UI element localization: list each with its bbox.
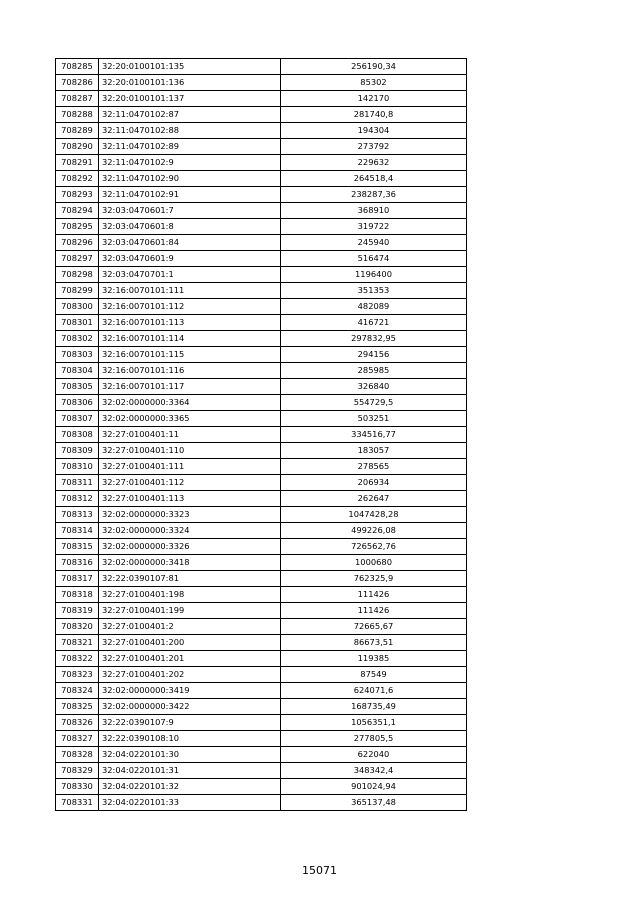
row-number-cell: 708323 — [56, 667, 99, 683]
cadastral-number-cell: 32:04:0220101:30 — [99, 747, 281, 763]
cadastral-number-cell: 32:27:0100401:113 — [99, 491, 281, 507]
value-cell: 901024,94 — [281, 779, 467, 795]
row-number-cell: 708329 — [56, 763, 99, 779]
row-number-cell: 708318 — [56, 587, 99, 603]
row-number-cell: 708288 — [56, 107, 99, 123]
cadastral-number-cell: 32:20:0100101:136 — [99, 75, 281, 91]
table-row — [56, 699, 467, 715]
row-number-cell: 708319 — [56, 603, 99, 619]
row-number-cell: 708303 — [56, 347, 99, 363]
table-row — [56, 443, 467, 459]
row-number-cell: 708305 — [56, 379, 99, 395]
row-number-cell: 708306 — [56, 395, 99, 411]
row-number-cell: 708307 — [56, 411, 99, 427]
row-number-cell: 708285 — [56, 59, 99, 75]
row-number-cell: 708296 — [56, 235, 99, 251]
cadastral-number-cell: 32:22:0390107:81 — [99, 571, 281, 587]
table-row — [56, 635, 467, 651]
value-cell: 554729,5 — [281, 395, 467, 411]
row-number-cell: 708325 — [56, 699, 99, 715]
table-row — [56, 651, 467, 667]
cadastral-number-cell: 32:02:0000000:3323 — [99, 507, 281, 523]
row-number-cell: 708317 — [56, 571, 99, 587]
page-number: 15071 — [302, 864, 337, 877]
cadastral-number-cell: 32:27:0100401:199 — [99, 603, 281, 619]
value-cell: 365137,48 — [281, 795, 467, 811]
value-cell: 368910 — [281, 203, 467, 219]
table-row — [56, 683, 467, 699]
value-cell: 351353 — [281, 283, 467, 299]
value-cell: 194304 — [281, 123, 467, 139]
cadastral-number-cell: 32:03:0470601:7 — [99, 203, 281, 219]
table-row — [56, 731, 467, 747]
row-number-cell: 708310 — [56, 459, 99, 475]
table-row — [56, 139, 467, 155]
table-row — [56, 171, 467, 187]
row-number-cell: 708286 — [56, 75, 99, 91]
value-cell: 87549 — [281, 667, 467, 683]
table-row — [56, 347, 467, 363]
value-cell: 326840 — [281, 379, 467, 395]
value-cell: 142170 — [281, 91, 467, 107]
row-number-cell: 708302 — [56, 331, 99, 347]
table-row — [56, 267, 467, 283]
cadastral-number-cell: 32:11:0470102:9 — [99, 155, 281, 171]
cadastral-number-cell: 32:02:0000000:3324 — [99, 523, 281, 539]
row-number-cell: 708291 — [56, 155, 99, 171]
table-row — [56, 299, 467, 315]
row-number-cell: 708300 — [56, 299, 99, 315]
row-number-cell: 708331 — [56, 795, 99, 811]
cadastral-number-cell: 32:20:0100101:135 — [99, 59, 281, 75]
value-cell: 168735,49 — [281, 699, 467, 715]
row-number-cell: 708309 — [56, 443, 99, 459]
row-number-cell: 708320 — [56, 619, 99, 635]
table-row — [56, 251, 467, 267]
table-row — [56, 747, 467, 763]
cadastral-number-cell: 32:03:0470601:8 — [99, 219, 281, 235]
cadastral-number-cell: 32:27:0100401:198 — [99, 587, 281, 603]
value-cell: 762325,9 — [281, 571, 467, 587]
cadastral-number-cell: 32:16:0070101:115 — [99, 347, 281, 363]
value-cell: 297832,95 — [281, 331, 467, 347]
row-number-cell: 708304 — [56, 363, 99, 379]
row-number-cell: 708293 — [56, 187, 99, 203]
table-row — [56, 331, 467, 347]
row-number-cell: 708313 — [56, 507, 99, 523]
value-cell: 238287,36 — [281, 187, 467, 203]
value-cell: 416721 — [281, 315, 467, 331]
table-row — [56, 491, 467, 507]
cadastral-number-cell: 32:03:0470601:84 — [99, 235, 281, 251]
row-number-cell: 708328 — [56, 747, 99, 763]
table-row — [56, 187, 467, 203]
row-number-cell: 708326 — [56, 715, 99, 731]
value-cell: 294156 — [281, 347, 467, 363]
table-row — [56, 107, 467, 123]
cadastral-number-cell: 32:16:0070101:111 — [99, 283, 281, 299]
value-cell: 229632 — [281, 155, 467, 171]
value-cell: 1000680 — [281, 555, 467, 571]
value-cell: 482089 — [281, 299, 467, 315]
value-cell: 516474 — [281, 251, 467, 267]
cadastral-number-cell: 32:27:0100401:200 — [99, 635, 281, 651]
row-number-cell: 708314 — [56, 523, 99, 539]
row-number-cell: 708297 — [56, 251, 99, 267]
table-row — [56, 539, 467, 555]
cadastral-number-cell: 32:11:0470102:89 — [99, 139, 281, 155]
value-cell: 119385 — [281, 651, 467, 667]
cadastral-number-cell: 32:02:0000000:3418 — [99, 555, 281, 571]
row-number-cell: 708292 — [56, 171, 99, 187]
cadastral-number-cell: 32:27:0100401:11 — [99, 427, 281, 443]
row-number-cell: 708289 — [56, 123, 99, 139]
value-cell: 319722 — [281, 219, 467, 235]
table-row — [56, 763, 467, 779]
table-row — [56, 475, 467, 491]
row-number-cell: 708312 — [56, 491, 99, 507]
value-cell: 1196400 — [281, 267, 467, 283]
table-row — [56, 411, 467, 427]
value-cell: 348342,4 — [281, 763, 467, 779]
cadastral-number-cell: 32:02:0000000:3419 — [99, 683, 281, 699]
cadastral-number-cell: 32:04:0220101:32 — [99, 779, 281, 795]
table-row — [56, 395, 467, 411]
row-number-cell: 708308 — [56, 427, 99, 443]
cadastral-number-cell: 32:03:0470601:9 — [99, 251, 281, 267]
value-cell: 503251 — [281, 411, 467, 427]
cadastral-number-cell: 32:20:0100101:137 — [99, 91, 281, 107]
row-number-cell: 708321 — [56, 635, 99, 651]
table-row — [56, 219, 467, 235]
cadastral-number-cell: 32:16:0070101:117 — [99, 379, 281, 395]
table-row — [56, 507, 467, 523]
table-row — [56, 459, 467, 475]
value-cell: 245940 — [281, 235, 467, 251]
table-row — [56, 379, 467, 395]
value-cell: 111426 — [281, 587, 467, 603]
cadastral-number-cell: 32:16:0070101:114 — [99, 331, 281, 347]
table-row — [56, 779, 467, 795]
cadastral-number-cell: 32:11:0470102:87 — [99, 107, 281, 123]
value-cell: 262647 — [281, 491, 467, 507]
table-row — [56, 235, 467, 251]
table-row — [56, 315, 467, 331]
table-row — [56, 123, 467, 139]
value-cell: 278565 — [281, 459, 467, 475]
table-row — [56, 555, 467, 571]
table-row — [56, 155, 467, 171]
table-row — [56, 603, 467, 619]
cadastral-number-cell: 32:02:0000000:3422 — [99, 699, 281, 715]
value-cell: 624071,6 — [281, 683, 467, 699]
cadastral-number-cell: 32:11:0470102:88 — [99, 123, 281, 139]
cadastral-number-cell: 32:27:0100401:110 — [99, 443, 281, 459]
cadastral-number-cell: 32:22:0390108:10 — [99, 731, 281, 747]
table-row — [56, 203, 467, 219]
cadastral-number-cell: 32:27:0100401:111 — [99, 459, 281, 475]
table-row — [56, 363, 467, 379]
value-cell: 72665,67 — [281, 619, 467, 635]
value-cell: 1047428,28 — [281, 507, 467, 523]
value-cell: 264518,4 — [281, 171, 467, 187]
cadastral-number-cell: 32:27:0100401:202 — [99, 667, 281, 683]
row-number-cell: 708322 — [56, 651, 99, 667]
value-cell: 277805,5 — [281, 731, 467, 747]
value-cell: 499226,08 — [281, 523, 467, 539]
row-number-cell: 708301 — [56, 315, 99, 331]
row-number-cell: 708327 — [56, 731, 99, 747]
table-row — [56, 715, 467, 731]
cadastral-number-cell: 32:11:0470102:90 — [99, 171, 281, 187]
cadastral-number-cell: 32:27:0100401:201 — [99, 651, 281, 667]
table-row — [56, 571, 467, 587]
row-number-cell: 708294 — [56, 203, 99, 219]
value-cell: 183057 — [281, 443, 467, 459]
value-cell: 334516,77 — [281, 427, 467, 443]
row-number-cell: 708315 — [56, 539, 99, 555]
value-cell: 726562,76 — [281, 539, 467, 555]
cadastral-number-cell: 32:27:0100401:112 — [99, 475, 281, 491]
row-number-cell: 708290 — [56, 139, 99, 155]
value-cell: 622040 — [281, 747, 467, 763]
table-body — [56, 59, 467, 811]
table-row — [56, 795, 467, 811]
cadastral-number-cell: 32:02:0000000:3326 — [99, 539, 281, 555]
table-row — [56, 619, 467, 635]
cadastral-number-cell: 32:04:0220101:33 — [99, 795, 281, 811]
table-row — [56, 587, 467, 603]
cadastral-number-cell: 32:04:0220101:31 — [99, 763, 281, 779]
table-row — [56, 59, 467, 75]
value-cell: 206934 — [281, 475, 467, 491]
cadastral-number-cell: 32:16:0070101:113 — [99, 315, 281, 331]
table-row — [56, 91, 467, 107]
row-number-cell: 708316 — [56, 555, 99, 571]
row-number-cell: 708311 — [56, 475, 99, 491]
cadastral-number-cell: 32:11:0470102:91 — [99, 187, 281, 203]
cadastral-number-cell: 32:16:0070101:112 — [99, 299, 281, 315]
table-row — [56, 523, 467, 539]
cadastral-number-cell: 32:02:0000000:3364 — [99, 395, 281, 411]
table-row — [56, 427, 467, 443]
row-number-cell: 708298 — [56, 267, 99, 283]
row-number-cell: 708295 — [56, 219, 99, 235]
table-row — [56, 667, 467, 683]
cadastral-number-cell: 32:16:0070101:116 — [99, 363, 281, 379]
cadastral-value-table — [55, 58, 467, 811]
value-cell: 285985 — [281, 363, 467, 379]
value-cell: 281740,8 — [281, 107, 467, 123]
value-cell: 1056351,1 — [281, 715, 467, 731]
cadastral-number-cell: 32:02:0000000:3365 — [99, 411, 281, 427]
value-cell: 273792 — [281, 139, 467, 155]
cadastral-number-cell: 32:27:0100401:2 — [99, 619, 281, 635]
value-cell: 86673,51 — [281, 635, 467, 651]
cadastral-number-cell: 32:03:0470701:1 — [99, 267, 281, 283]
row-number-cell: 708330 — [56, 779, 99, 795]
table-row — [56, 75, 467, 91]
row-number-cell: 708287 — [56, 91, 99, 107]
value-cell: 256190,34 — [281, 59, 467, 75]
row-number-cell: 708299 — [56, 283, 99, 299]
value-cell: 111426 — [281, 603, 467, 619]
cadastral-number-cell: 32:22:0390107:9 — [99, 715, 281, 731]
table-row — [56, 283, 467, 299]
row-number-cell: 708324 — [56, 683, 99, 699]
value-cell: 85302 — [281, 75, 467, 91]
